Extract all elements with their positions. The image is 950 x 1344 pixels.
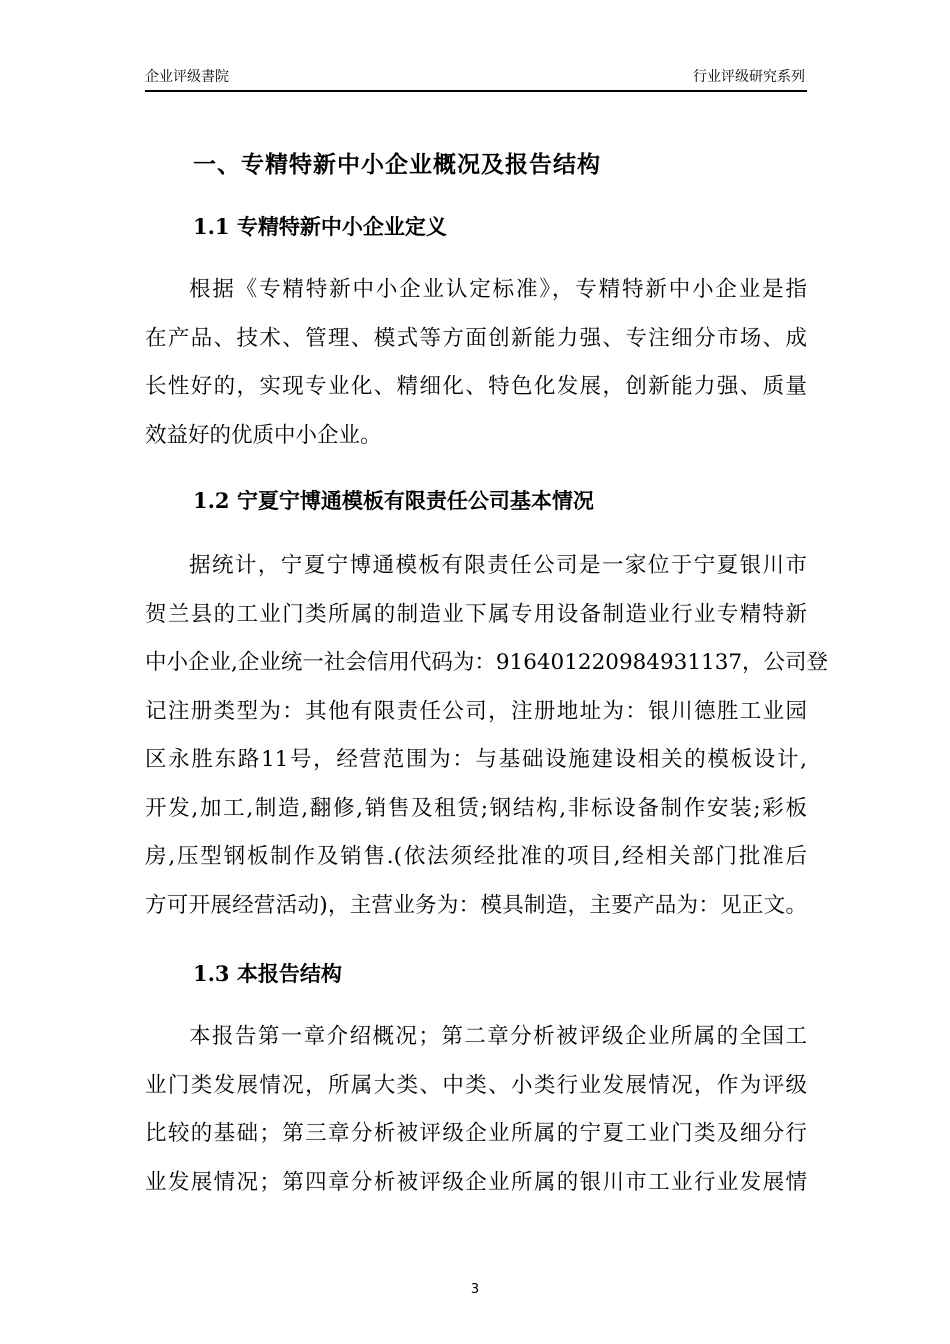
text-line: 中小企业,企业统一社会信用代码为：916401220984931137，公司登 — [145, 650, 829, 675]
text-line: 效益好的优质中小企业。 — [145, 422, 382, 448]
section-heading-1-3: 1.3 本报告结构 — [193, 961, 342, 986]
text-line: 方可开展经营活动)，主营业务为：模具制造，主要产品为：见正文。 — [145, 892, 807, 918]
text-line: 根据《专精特新中小企业认定标准》，专精特新中小企业是指 — [189, 277, 807, 302]
text-line: 据统计，宁夏宁博通模板有限责任公司是一家位于宁夏银川市 — [189, 553, 807, 578]
header-right: 行业评级研究系列 — [693, 69, 805, 85]
text-line: 记注册类型为：其他有限责任公司，注册地址为：银川德胜工业园 — [145, 698, 807, 724]
header-rule — [145, 90, 807, 92]
text-line: 开发,加工,制造,翻修,销售及租赁;钢结构,非标设备制作安装;彩板 — [145, 795, 807, 821]
text-line: 业发展情况；第四章分析被评级企业所属的银川市工业行业发展情 — [145, 1169, 807, 1195]
chapter-title: 一、专精特新中小企业概况及报告结构 — [193, 151, 601, 178]
paragraph-company-info — [145, 542, 829, 930]
text-line: 本报告第一章介绍概况；第二章分析被评级企业所属的全国工 — [189, 1024, 807, 1049]
text-line: 房,压型钢板制作及销售.(依法须经批准的项目,经相关部门批准后 — [145, 844, 807, 869]
text-line: 比较的基础；第三章分析被评级企业所属的宁夏工业门类及细分行 — [145, 1121, 807, 1146]
page-number: 3 — [470, 1282, 480, 1297]
text-line: 长性好的，实现专业化、精细化、特色化发展，创新能力强、质量 — [145, 374, 807, 399]
paragraph-report-structure — [145, 1013, 807, 1207]
text-line: 在产品、技术、管理、模式等方面创新能力强、专注细分市场、成 — [145, 325, 807, 351]
paragraph-definition — [145, 266, 807, 460]
text-line: 业门类发展情况，所属大类、中类、小类行业发展情况，作为评级 — [145, 1072, 807, 1098]
header-left: 企业评级書院 — [145, 69, 229, 85]
text-line: 区永胜东路11号，经营范围为：与基础设施建设相关的模板设计, — [145, 747, 807, 772]
section-heading-1-1: 1.1 专精特新中小企业定义 — [193, 214, 447, 239]
text-line: 贺兰县的工业门类所属的制造业下属专用设备制造业行业专精特新 — [145, 601, 807, 627]
section-heading-1-2: 1.2 宁夏宁博通模板有限责任公司基本情况 — [193, 488, 594, 513]
